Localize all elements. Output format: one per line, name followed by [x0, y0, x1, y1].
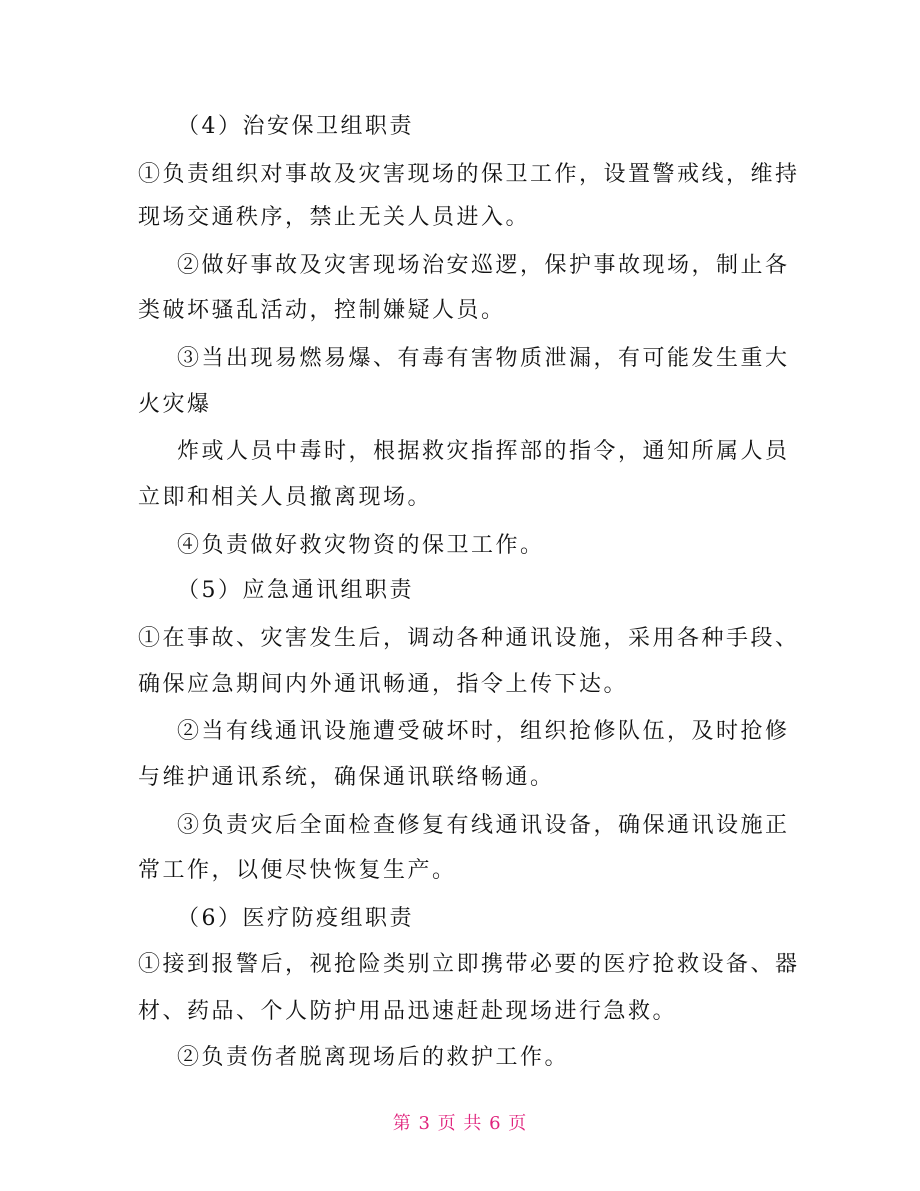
paragraph-line: 现场交通秩序，禁止无关人员进入。 — [138, 205, 531, 230]
section-heading-medical: （6）医疗防疫组职责 — [177, 906, 414, 931]
paragraph-line: ①负责组织对事故及灾害现场的保卫工作，设置警戒线，维持 — [138, 162, 800, 187]
paragraph-line: ②负责伤者脱离现场后的救护工作。 — [177, 1045, 570, 1070]
paragraph-line: 立即和相关人员撤离现场。 — [138, 485, 433, 510]
paragraph-line: ④负责做好救灾物资的保卫工作。 — [177, 533, 545, 558]
page-number-footer: 第 3 页 共 6 页 — [392, 1113, 528, 1134]
paragraph-line: 炸或人员中毒时，根据救灾指挥部的指令，通知所属人员 — [177, 439, 790, 464]
paragraph-line: 火灾爆 — [138, 392, 212, 417]
section-heading-security: （4）治安保卫组职责 — [177, 114, 414, 139]
section-heading-communication: （5）应急通讯组职责 — [177, 578, 414, 603]
paragraph-line: ①接到报警后，视抢险类别立即携带必要的医疗抢救设备、器 — [138, 952, 800, 977]
paragraph-line: 与维护通讯系统，确保通讯联络畅通。 — [138, 765, 555, 790]
paragraph-line: ②当有线通讯设施遭受破坏时，组织抢修队伍，及时抢修 — [177, 719, 790, 744]
paragraph-line: ③当出现易燃易爆、有毒有害物质泄漏，有可能发生重大 — [177, 346, 790, 371]
paragraph-line: 确保应急期间内外通讯畅通，指令上传下达。 — [138, 672, 629, 697]
paragraph-line: 材、药品、个人防护用品迅速赶赴现场进行急救。 — [138, 999, 678, 1024]
paragraph-line: ①在事故、灾害发生后，调动各种通讯设施，采用各种手段、 — [138, 626, 800, 651]
paragraph-line: ②做好事故及灾害现场治安巡逻，保护事故现场，制止各 — [177, 253, 790, 278]
paragraph-line: 类破坏骚乱活动，控制嫌疑人员。 — [138, 298, 506, 323]
paragraph-line: ③负责灾后全面检查修复有线通讯设备，确保通讯设施正 — [177, 813, 790, 838]
paragraph-line: 常工作，以便尽快恢复生产。 — [138, 858, 457, 883]
